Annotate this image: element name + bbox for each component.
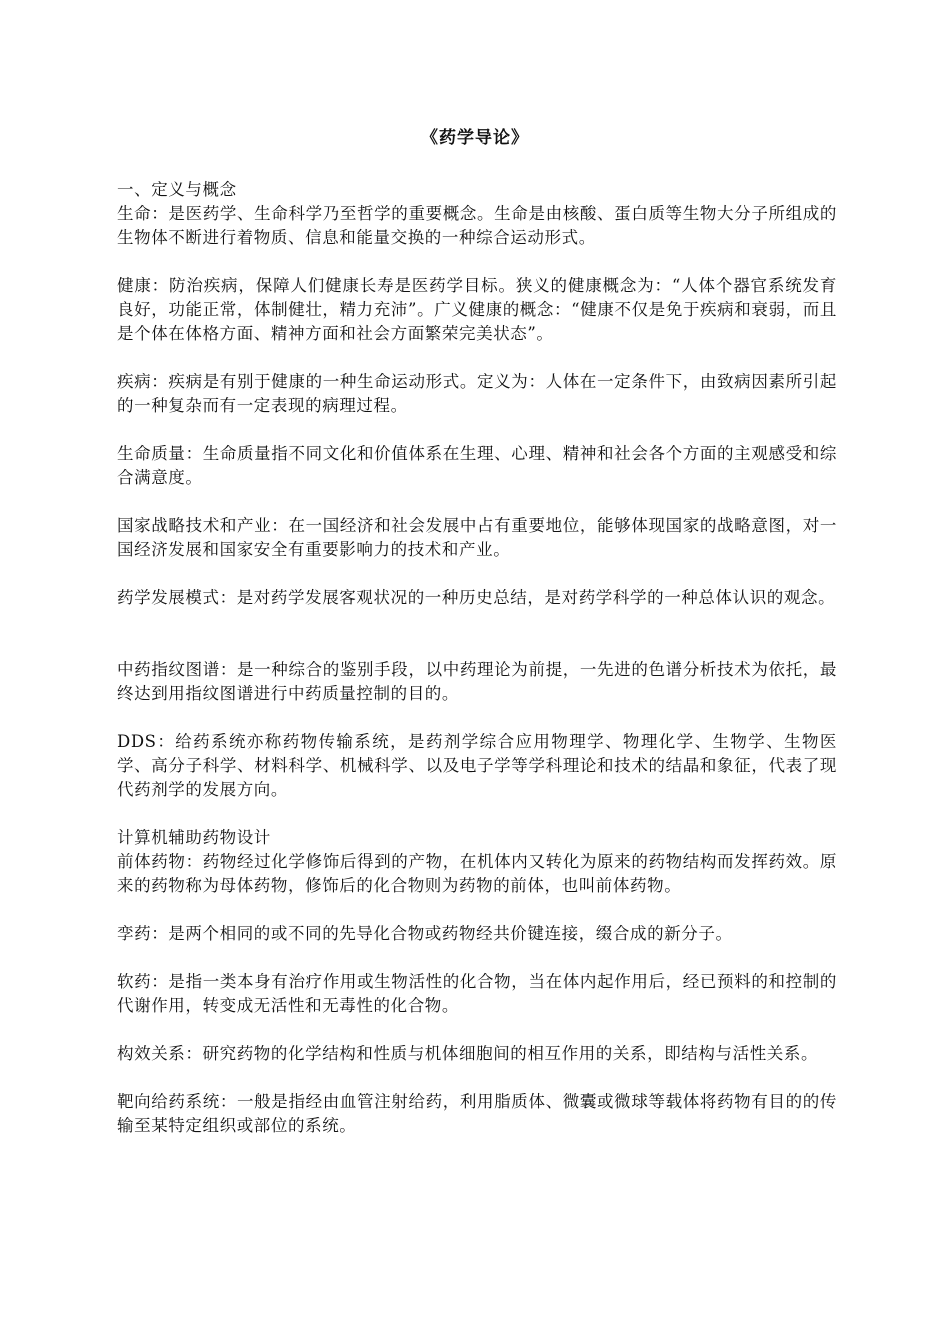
paragraph-twin-drug: 孪药：是两个相同的或不同的先导化合物或药物经共价键连接，缀合成的新分子。: [117, 924, 733, 943]
document-body: [117, 178, 837, 1138]
paragraph-dds: DDS：给药系统亦称药物传输系统，是药剂学综合应用物理学、物理化学、生物学、生物医学、高分子科学、材料科学、机械科学、以及电子学等学科理论和技术的结晶和象征，代表了现代药剂学的发展方向。: [117, 732, 837, 799]
paragraph-sar: 构效关系：研究药物的化学结构和性质与机体细胞间的相互作用的关系，即结构与活性关系。: [117, 1044, 819, 1063]
paragraph-tcm-fingerprint: 中药指纹图谱：是一种综合的鉴别手段，以中药理论为前提，一先进的色谱分析技术为依托，最终达到用指纹图谱进行中药质量控制的目的。: [117, 660, 837, 703]
subheading-cadd: 计算机辅助药物设计: [117, 828, 271, 847]
paragraph-life: 生命：是医药学、生命科学乃至哲学的重要概念。生命是由核酸、蛋白质等生物大分子所组成的生物体不断进行着物质、信息和能量交换的一种综合运动形式。: [117, 204, 837, 247]
section-heading: 一、定义与概念: [117, 180, 237, 199]
paragraph-soft-drug: 软药：是指一类本身有治疗作用或生物活性的化合物，当在体内起作用后，经已预料的和控制的代谢作用，转变成无活性和无毒性的化合物。: [117, 972, 837, 1015]
paragraph-disease: 疾病：疾病是有别于健康的一种生命运动形式。定义为：人体在一定条件下，由致病因素所引起的一种复杂而有一定表现的病理过程。: [117, 372, 837, 415]
paragraph-prodrug: 前体药物：药物经过化学修饰后得到的产物，在机体内又转化为原来的药物结构而发挥药效。原来的药物称为母体药物，修饰后的化合物则为药物的前体，也叫前体药物。: [117, 852, 837, 895]
paragraph-health: 健康：防治疾病，保障人们健康长寿是医药学目标。狭义的健康概念为：“人体个器官系统发育良好，功能正常，体制健壮，精力充沛”。广义健康的概念：“健康不仅是免于疾病和衰弱，而且是个体在体格方面、精神方面和社会方面繁荣完美状态”。: [117, 276, 837, 343]
paragraph-targeted-delivery: 靶向给药系统：一般是指经由血管注射给药，利用脂质体、微囊或微球等载体将药物有目的的传输至某特定组织或部位的系统。: [117, 1092, 837, 1135]
paragraph-quality-of-life: 生命质量：生命质量指不同文化和价值体系在生理、心理、精神和社会各个方面的主观感受和综合满意度。: [117, 444, 837, 487]
document-title: 《药学导论》: [421, 128, 529, 148]
paragraph-strategic-tech: 国家战略技术和产业：在一国经济和社会发展中占有重要地位，能够体现国家的战略意图，对一国经济发展和国家安全有重要影响力的技术和产业。: [117, 516, 837, 559]
paragraph-pharmacy-model: 药学发展模式：是对药学发展客观状况的一种历史总结，是对药学科学的一种总体认识的观念。: [117, 588, 836, 607]
